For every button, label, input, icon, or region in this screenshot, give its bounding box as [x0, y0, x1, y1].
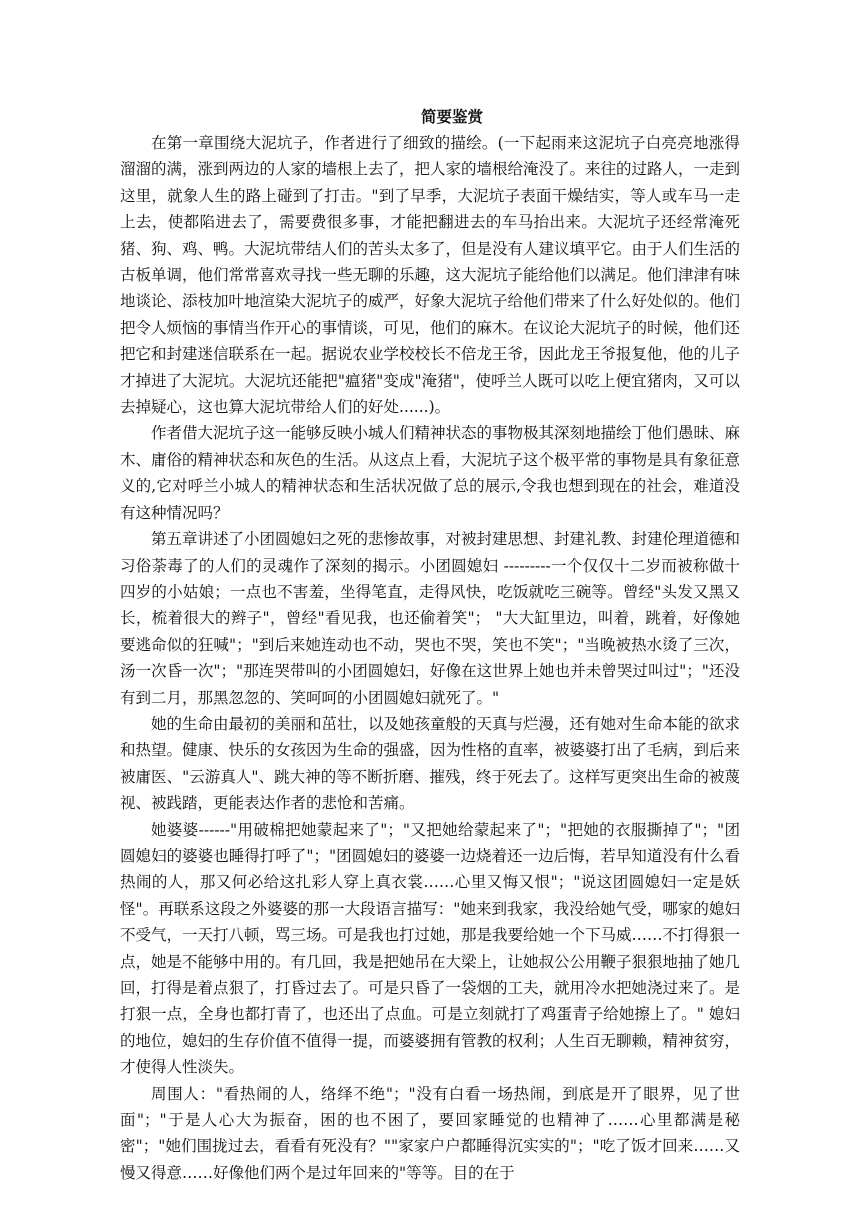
document-title: 简要鉴赏	[420, 107, 483, 126]
paragraph-1: 在第一章围绕大泥坑子，作者进行了细致的描绘。(一下起雨来这泥坑子白亮亮地涨得溜溜的满，涨到两边的人家的墙根上去了，把人家的墙根给淹没了。来往的过路人，一走到这里，就象人生的路上碰到了打击。"到了早季，大泥坑子表面干燥结实，等人或车马一走上去，使都陷进去了，需要费很多事，才能把翻进去的车马抬出来。大泥坑子还经常淹死猪、狗、鸡、鸭。大泥坑带结人们的苦头太多了，但是没有人建议填平它。由于人们生活的古板单调，他们常常喜欢寻找一些无聊的乐趣，这大泥坑子能给他们以满足。他们津津有味地谈论、添枝加叶地渲染大泥坑子的威严，好象大泥坑子给他们带来了什么好处似的。他们把令人烦恼的事情当作开心的事情谈，可见，他们的麻木。在议论大泥坑子的时候，他们还把它和封建迷信联系在一起。据说农业学校校长不倍龙王爷，因此龙王爷报复他，他的儿子才掉进了大泥坑。大泥坑还能把"瘟猪"变成"淹猪"，使呼兰人既可以吃上便宜猪肉，又可以去掉疑心，这也算大泥坑带给人们的好处......)。	[120, 134, 741, 417]
paragraph-6: 周围人："看热闹的人，络绎不绝"；"没有白看一场热闹，到底是开了眼界，见了世面"；"于是人心大为振奋，困的也不困了，要回家睡觉的也精神了……心里都满是秘密"；"她们围拢过去，看看有死没有？""家家户户都睡得沉实实的"；"吃了饭才回来……又慢又得意……好像他们两个是过年回来的"等等。目的在于	[120, 1084, 740, 1182]
paragraph-3: 第五章讲述了小团圆媳妇之死的悲惨故事，对被封建思想、封建礼教、封建伦理道德和习俗荼毒了的人们的灵魂作了深刻的揭示。小团圆媳妇 ---------一个仅仅十二岁而被称做十四岁的小姑娘；一点也不害羞，坐得笔直，走得风快，吃饭就吃三碗等。曾经"头发又黑又长，梳着很大的辫子"，曾经"看见我，也还偷着笑"； "大大缸里边，叫着，跳着，好像她要逃命似的狂喊"；"到后来她连动也不动，哭也不哭，笑也不笑"；"当晚被热水烫了三次，汤一次昏一次"；"那连哭带叫的小团圆媳妇，好像在这世界上她也并未曾哭过叫过"；"还没有到二月，那黑忽忽的、笑呵呵的小团圆媳妇就死了。"	[120, 530, 741, 707]
paragraph-2: 作者借大泥坑子这一能够反映小城人们精神状态的事物极其深刻地描绘丁他们愚昧、麻木、庸俗的精神状态和灰色的生活。从这点上看，大泥坑子这个极平常的事物是具有象征意义的,它对呼兰小城人的精神状态和生活状况做了总的展示,令我也想到现在的社会，难道没有这种情况吗？	[120, 424, 741, 522]
paragraph-4: 她的生命由最初的美丽和茁壮，以及她孩童般的天真与烂漫，还有她对生命本能的欲求和热望。健康、快乐的女孩因为生命的强盛，因为性格的直率，被婆婆打出了毛病，到后来被庸医、"云游真人"、跳大神的等不断折磨、摧残，终于死去了。这样写更突出生命的被蔑视、被践踏，更能表达作者的悲怆和苦痛。	[120, 714, 741, 813]
paragraph-5: 她婆婆------"用破棉把她蒙起来了"；"又把她给蒙起来了"；"把她的衣服撕掉了"；"团圆媳妇的婆婆也睡得打呼了"；"团圆媳妇的婆婆一边烧着还一边后悔，若早知道没有什么看热闹的人，那又何必给这扎彩人穿上真衣裳……心里又悔又恨"；"说这团圆媳妇一定是妖怪"。再联系这段之外婆婆的那一大段语言描写："她来到我家，我没给她气受，哪家的媳妇不受气，一天打八顿，骂三场。可是我也打过她，那是我要给她一个下马威……不打得狠一点，她是不能够中用的。有几回，我是把她吊在大梁上，让她叔公公用鞭子狠狠地抽了她几回，打得是着点狠了，打昏过去了。可是只昏了一袋烟的工夫，就用冷水把她浇过来了。是打狠一点，全身也都打青了，也还出了点血。可是立刻就打了鸡蛋青子给她擦上了。" 媳妇的地位，媳妇的生存价值不值得一提，而婆婆拥有管教的权利；人生百无聊赖，精神贫穷，才使得人性淡失。	[120, 820, 741, 1077]
